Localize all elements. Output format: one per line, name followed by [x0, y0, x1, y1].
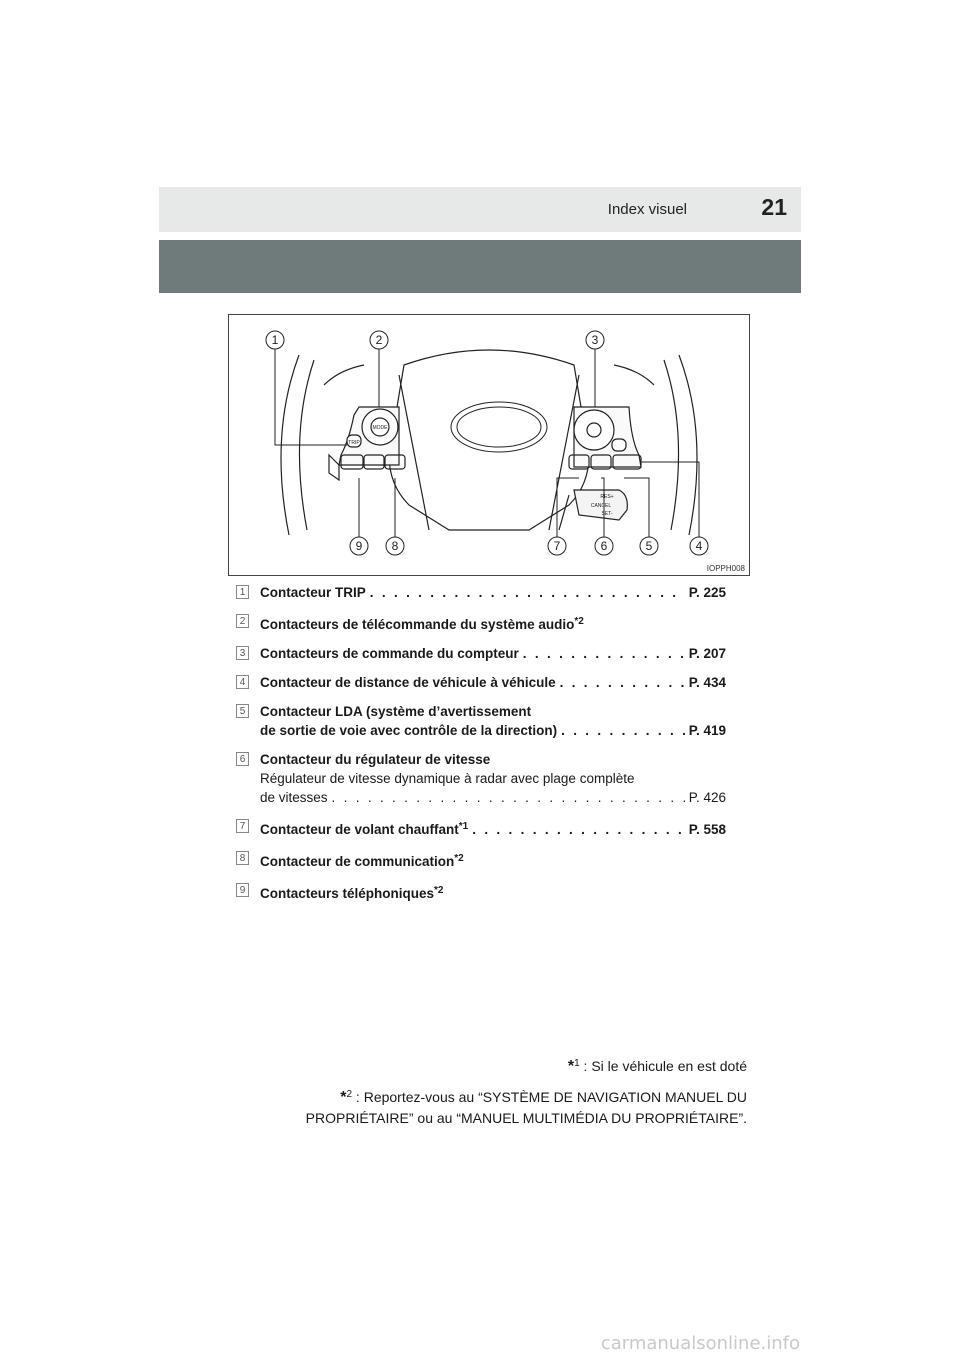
- item-sublabel: Régulateur de vitesse dynamique à radar avec plage complète: [260, 771, 635, 786]
- item-label: Contacteur TRIP: [260, 585, 366, 600]
- item-number: 5: [236, 704, 249, 718]
- item-label: Contacteur de communication: [260, 854, 455, 869]
- item-number: 3: [236, 646, 249, 660]
- item-number: 7: [236, 819, 249, 833]
- page-ref: P. 434: [688, 675, 726, 690]
- cancel-label: CANCEL: [590, 503, 612, 509]
- footnote-ref: *2: [434, 885, 444, 896]
- item-label: Contacteurs de commande du compteur: [260, 646, 519, 661]
- footnote-2: *$^2$ : Reportez-vous au “SYSTÈME DE NAVIGATION MANUEL DU: [340, 1089, 747, 1106]
- item-sublabel-cont: de vitesses: [260, 790, 328, 805]
- item-number: 9: [236, 883, 249, 897]
- callout-4-label: 4: [695, 539, 703, 553]
- callout-6-label: 6: [600, 539, 608, 553]
- list-item: [236, 644, 726, 663]
- page-ref: P. 207: [688, 646, 726, 661]
- page-ref: P. 225: [688, 585, 726, 600]
- item-number: 2: [236, 614, 249, 628]
- footnote-ref: *2: [454, 853, 464, 864]
- item-label: Contacteurs téléphoniques: [260, 886, 435, 901]
- page-ref: P. 419: [688, 723, 726, 738]
- section-band: [159, 240, 801, 293]
- item-label: Contacteur LDA (système d’avertissement: [260, 704, 532, 719]
- steering-wheel-illustration: [229, 315, 749, 575]
- callout-7-label: 7: [553, 539, 561, 553]
- header-band: [159, 187, 801, 232]
- callout-2-label: 2: [375, 333, 383, 347]
- list-item: [236, 849, 726, 871]
- footnote-ref: *1: [458, 821, 469, 832]
- item-number: 8: [236, 851, 249, 865]
- list-item: [236, 612, 726, 634]
- callout-3-label: 3: [591, 333, 599, 347]
- callout-5-label: 5: [645, 539, 653, 553]
- footnote-1: *$^1$ : Si le véhicule en est doté: [567, 1058, 747, 1075]
- footnote-ref: *2: [574, 616, 584, 627]
- item-number: 1: [236, 585, 249, 599]
- list-item: [236, 673, 726, 692]
- res-label: RES+: [600, 494, 614, 500]
- watermark: carmanualsonline.info: [600, 1333, 800, 1354]
- callout-8-label: 8: [391, 539, 399, 553]
- steering-wheel-figure: [228, 314, 750, 576]
- item-number: 6: [236, 752, 249, 766]
- footnotes: [306, 1054, 747, 1128]
- list-item: [236, 817, 726, 839]
- item-label: Contacteur de distance de véhicule à véhicule: [260, 675, 556, 690]
- page-ref: P. 558: [688, 822, 726, 837]
- page-number: 21: [761, 194, 787, 220]
- callout-9-label: 9: [355, 539, 363, 553]
- item-list: [236, 583, 726, 903]
- trip-button-label: TRIP: [348, 440, 360, 446]
- mode-button-label: MODE: [372, 425, 388, 431]
- list-item: [236, 881, 726, 903]
- header-title: Index visuel: [607, 201, 687, 218]
- list-item: [236, 750, 726, 807]
- item-label: Contacteur de volant chauffant: [260, 822, 459, 837]
- footnote-2-cont: PROPRIÉTAIRE” ou au “MANUEL MULTIMÉDIA DU PROPRIÉTAIRE”.: [305, 1110, 747, 1126]
- set-label: SET-: [601, 511, 613, 517]
- item-number: 4: [236, 675, 249, 689]
- page-ref: P. 426: [688, 790, 726, 805]
- list-item: [236, 583, 726, 602]
- item-label-cont: de sortie de voie avec contrôle de la direction): [260, 723, 558, 738]
- figure-code: IOPPH008: [706, 564, 745, 573]
- list-item: [236, 702, 726, 740]
- item-label: Contacteurs de télécommande du système audio: [260, 617, 575, 632]
- item-label: Contacteur du régulateur de vitesse: [260, 752, 491, 767]
- callout-1-label: 1: [271, 333, 279, 347]
